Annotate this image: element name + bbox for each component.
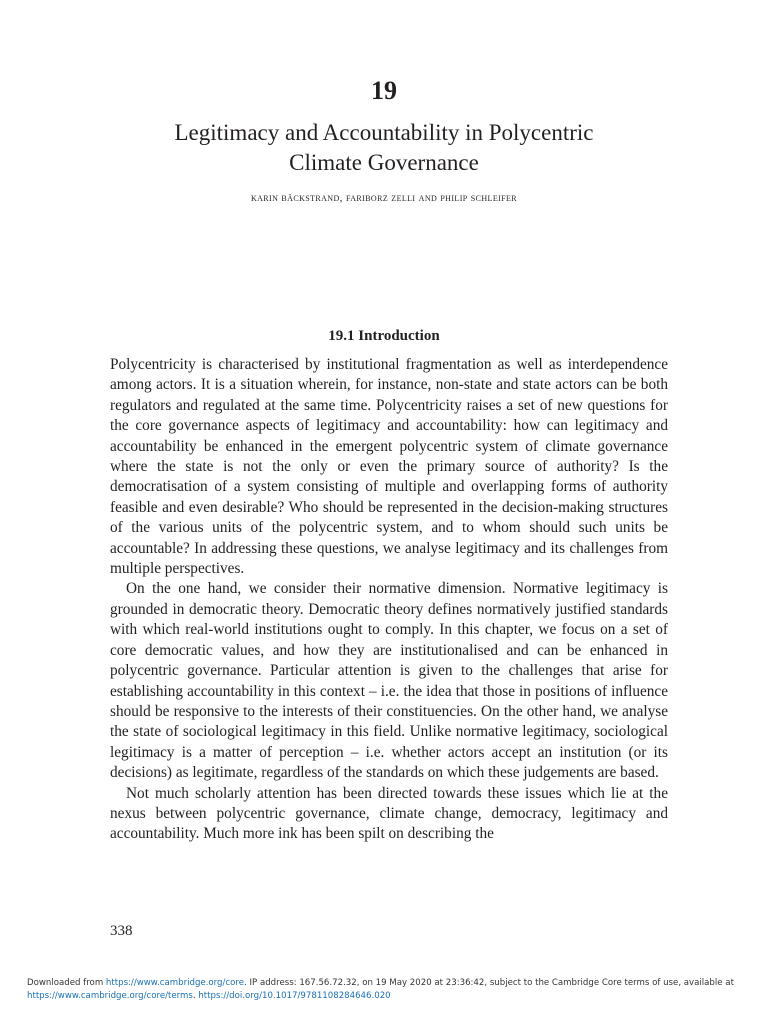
paragraph-1: Polycentricity is characterised by institutional fragmentation as well as interdependence among actors. It is a situation wherein, for instance, non-state and state actors can be both regulators and regulated at the same time. Polycentricity raises a set of new questions for the core governance aspects of legitimacy and accountability: how can legitimacy and accountability be enhanced in the emergent polycentric system of climate governance where the state is not the only or even the primary source of authority? Is the democratisation of a system consisting of multiple and overlapping forms of authority feasible and even desirable? Who should be represented in the decision-making structures of the various units of the polycentric system, and to whom should such units be accountable? In addressing these questions, we analyse legitimacy and its challenges from multiple perspectives. [110, 356, 668, 578]
page-number: 338 [110, 923, 133, 939]
paragraph-2: On the one hand, we consider their normative dimension. Normative legitimacy is grounded in democratic theory. Democratic theory defines normatively justified standards with which real-world institutions ought to comply. In this chapter, we focus on a set of core democratic values, and how they are institutionalised and can be enhanced in polycentric governance. Particular attention is given to the challenges that arise for establishing accountability in this context – i.e. the idea that those in positions of influence should be responsive to the interests of their constituencies. On the other hand, we analyse the state of sociological legitimacy in this field. Unlike normative legitimacy, sociological legitimacy is a matter of perception – i.e. whether actors accept an institution (or its decisions) as legitimate, regardless of the standards on which these judgements are based. [110, 580, 668, 782]
chapter-title-line-2: Climate Governance [289, 150, 479, 175]
doi-link[interactable]: https://doi.org/10.1017/9781108284646.020 [198, 991, 391, 1001]
footer-prefix: Downloaded from [27, 978, 106, 988]
chapter-authors: karin bäckstrand, fariborz zelli and philip schleifer [250, 192, 518, 204]
cambridge-terms-link[interactable]: https://www.cambridge.org/core/terms [27, 991, 193, 1001]
download-footer [27, 977, 747, 1003]
paragraph-3: Not much scholarly attention has been directed towards these issues which lie at the nexus between polycentric governance, climate change, democracy, legitimacy and accountability. Much more ink has been spilt on describing the [110, 784, 668, 843]
footer-line-1 [27, 977, 747, 990]
section-heading: 19.1 Introduction [328, 328, 440, 344]
footer-ip-notice: . IP address: 167.56.72.32, on 19 May 2020 at 23:36:42, subject to the Cambridge Core terms of use, available at [244, 978, 734, 988]
footer-separator: . [192, 991, 199, 1001]
cambridge-core-link[interactable]: https://www.cambridge.org/core [105, 978, 245, 988]
chapter-title [0, 118, 768, 178]
footer-line-2 [27, 990, 747, 1003]
chapter-title-line-1: Legitimacy and Accountability in Polycentric [174, 120, 594, 145]
chapter-number: 19 [371, 76, 397, 105]
body-text [110, 355, 668, 845]
